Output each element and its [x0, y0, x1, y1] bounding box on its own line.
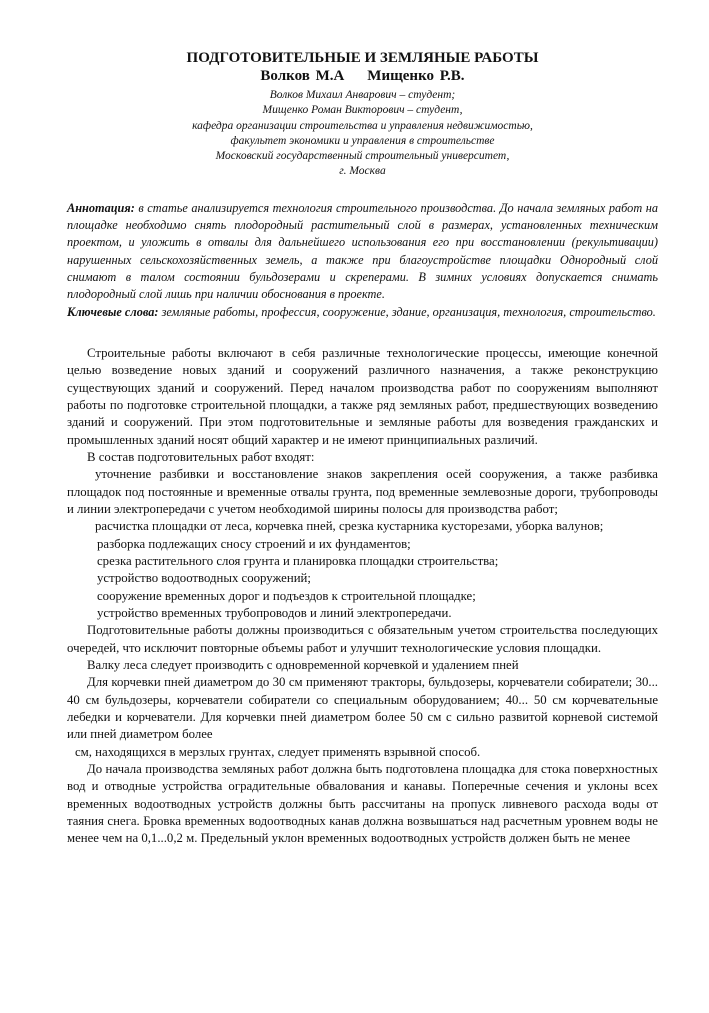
list-item: расчистка площадки от леса, корчевка пней, срезка кустарника кусторезами, уборка валунов;: [95, 519, 604, 534]
body-paragraph: В состав подготовительных работ входят:: [87, 449, 315, 464]
keywords-label: Ключевые слова:: [67, 304, 159, 319]
body-paragraph: Подготовительные работы должны производиться с обязательным учетом строительства последующих очередей, что исключит повторные объемы работ и улучшит технологические условия площадки.: [67, 623, 658, 655]
keywords-paragraph: [67, 304, 658, 321]
affiliation-line: факультет экономики и управления в строительстве: [230, 134, 495, 147]
body-paragraph: Для корчевки пней диаметром до 30 см применяют тракторы, бульдозеры, корчеватели собиратели; 30... 40 см бульдозеры, корчеватели собиратели со специальным оборудованием; 40... 50 см корчевательные лебедки и корчеватели. Для корчевки пней диаметром более 50 см с сильно развитой корневой системой или пней диаметром более: [67, 675, 658, 742]
paper-page: [67, 50, 658, 848]
list-item: срезка растительного слоя грунта и планировка площадки строительства;: [97, 553, 499, 568]
list-item: уточнение разбивки и восстановление знаков закрепления осей сооружения, а также разбивка площадок под постоянные и временные отвалы грунта, под временные землевозные дороги, трубопроводы и линии электропередачи с учетом необходимой ширины полосы для производства работ;: [67, 467, 658, 516]
body-paragraph: До начала производства земляных работ должна быть подготовлена площадка для стока поверхностных вод и отводные устройства оградительные обвалования и канавы. Поперечные сечения и уклоны всех временных водоотводных устройств должны быть рассчитаны на пропуск ливневого расхода воды от таяния снега. Бровка временных водоотводных канав должна возвышаться над расчетным уровнем воды не менее чем на 0,1...0,2 м. Предельный уклон временных водоотводных устройств должен быть не менее: [67, 762, 658, 846]
paper-authors: Волков М.А Мищенко Р.В.: [260, 68, 465, 84]
affiliation-line: Московский государственный строительный университет,: [215, 150, 510, 163]
body-text: [67, 345, 658, 848]
list-item: устройство временных трубопроводов и линий электропередачи.: [97, 606, 452, 621]
abstract-text: в статье анализируется технология строительного производства. До начала земляных работ на площадке необходимо снять плодородный растительный слой в размерах, установленных техническим проектом, и уложить в отвалы для дальнейшего использования его при восстановлении (рекультивации) нарушенных сельскохозяйственных земель, а также при благоустройстве площадки Однородный слой снимают в талом состоянии бульдозерами и скреперами. В зимних условиях допускается снимать плодородный слой лишь при наличии обоснования в проекте.: [67, 200, 658, 302]
affiliation-line: кафедра организации строительства и управления недвижимостью,: [192, 119, 533, 132]
keywords-text: земляные работы, профессия, сооружение, здание, организация, технология, строительство.: [158, 304, 656, 319]
abstract-label: Аннотация:: [67, 200, 135, 215]
abstract-paragraph: [67, 200, 658, 304]
list-item: разборка подлежащих сносу строений и их фундаментов;: [97, 536, 411, 551]
affiliation-line: Мищенко Роман Викторович – студент,: [262, 104, 463, 117]
abstract-block: [67, 200, 658, 321]
list-item: сооружение временных дорог и подъездов к строительной площадке;: [97, 588, 476, 603]
body-paragraph: Строительные работы включают в себя различные технологические процессы, имеющие конечной целью возведение новых зданий и сооружений различного назначения, а также реконструкцию существующих зданий и сооружений. Перед началом производства работ по сооружениям выполняют работы по подготовке строительной площадки, а также ряд земляных работ, предшествующих возведению зданий и сооружений. При этом подготовительные и земляные работы для возведения гражданских и промышленных зданий носят общий характер и не имеют принципиальных различий.: [67, 345, 658, 447]
list-item: устройство водоотводных сооружений;: [97, 571, 311, 586]
affiliation-line: Волков Михаил Анварович – студент;: [269, 89, 456, 101]
body-paragraph: Валку леса следует производить с одновременной корчевкой и удалением пней: [87, 658, 519, 673]
affiliation-line: г. Москва: [339, 165, 386, 178]
paper-title: ПОДГОТОВИТЕЛЬНЫЕ И ЗЕМЛЯНЫЕ РАБОТЫ: [186, 50, 539, 66]
body-paragraph: см, находящихся в мерзлых грунтах, следует применять взрывной способ.: [75, 744, 481, 759]
affiliation-block: [67, 88, 658, 180]
